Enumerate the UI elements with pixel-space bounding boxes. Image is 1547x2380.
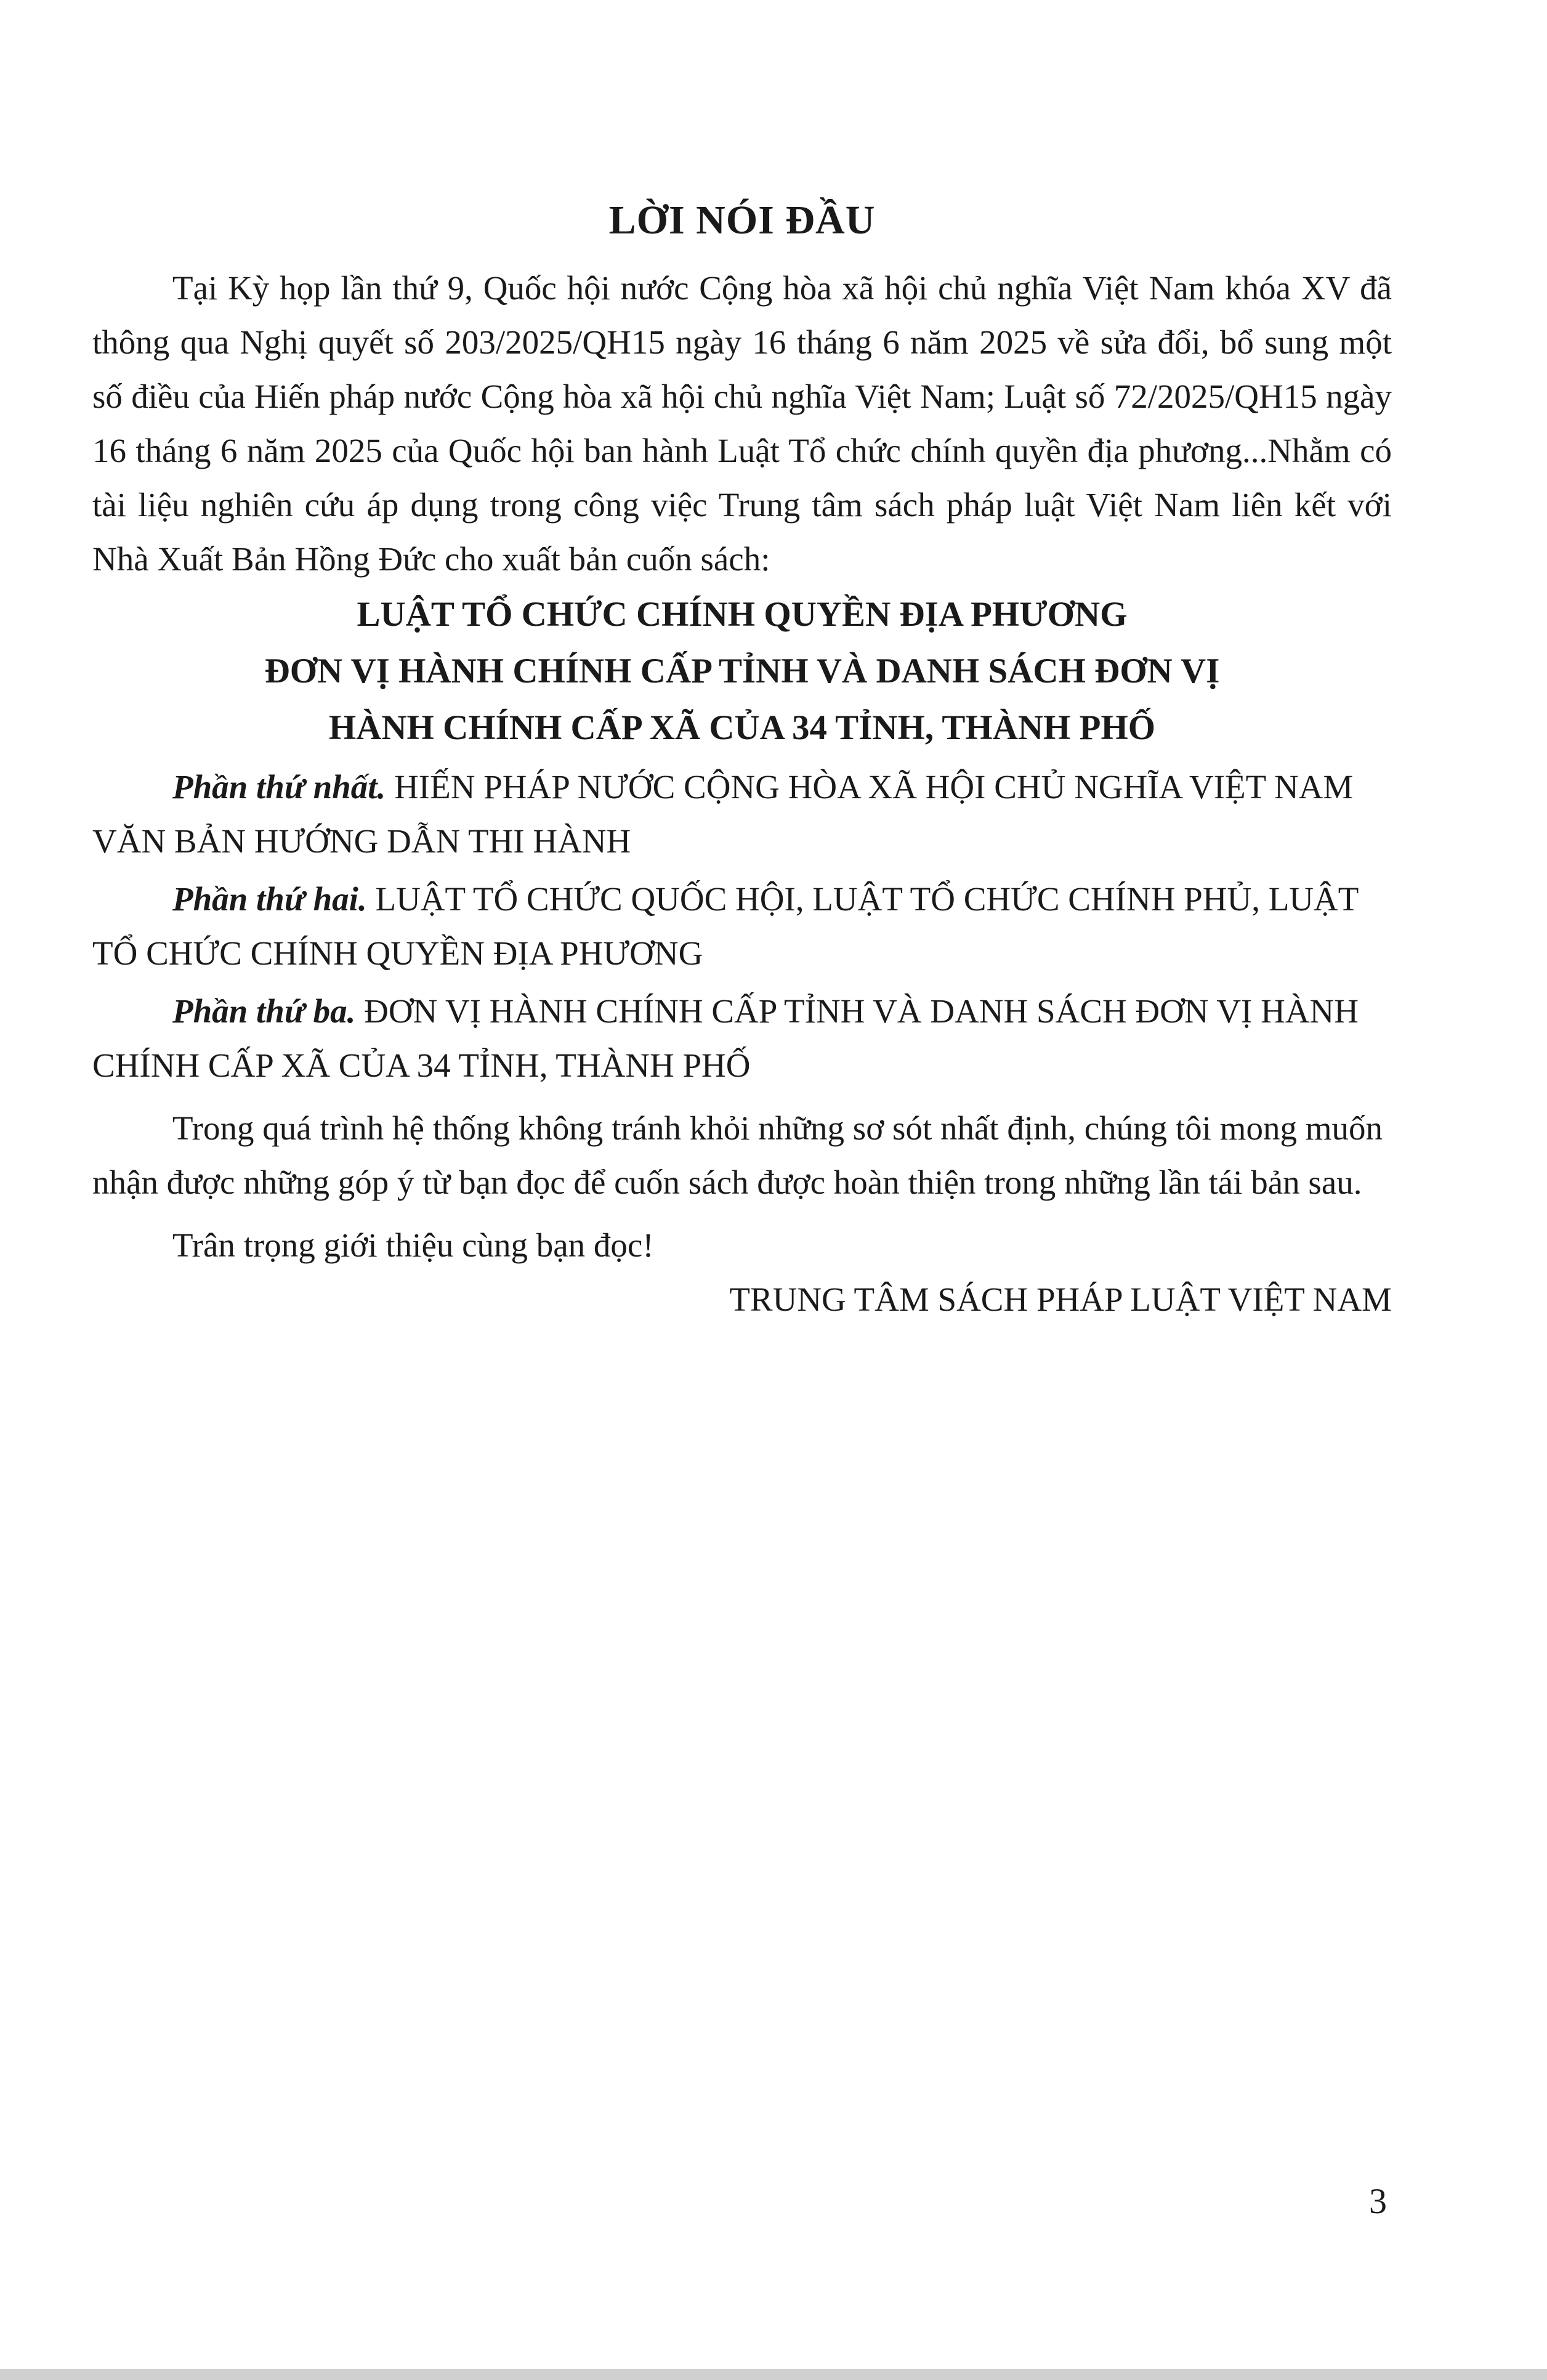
part-two [92,872,1392,981]
part-one-text: HIẾN PHÁP NƯỚC CỘNG HÒA XÃ HỘI CHỦ NGHĨA VIỆT NAM VĂN BẢN HƯỚNG DẪN THI HÀNH [92,768,1354,860]
book-title-block [92,586,1392,756]
book-title-line-2: ĐƠN VỊ HÀNH CHÍNH CẤP TỈNH VÀ DANH SÁCH ĐƠN VỊ [264,652,1220,690]
book-title-line-1: LUẬT TỔ CHỨC CHÍNH QUYỀN ĐỊA PHƯƠNG [357,595,1128,634]
page-content [92,197,1392,1327]
part-two-text: LUẬT TỔ CHỨC QUỐC HỘI, LUẬT TỔ CHỨC CHÍNH PHỦ, LUẬT TỔ CHỨC CHÍNH QUYỀN ĐỊA PHƯƠNG [92,880,1359,972]
page-bottom-edge [0,2369,1547,2380]
part-three [92,984,1392,1093]
closing-line: Trân trọng giới thiệu cùng bạn đọc! [172,1226,654,1264]
signature: TRUNG TÂM SÁCH PHÁP LUẬT VIỆT NAM [729,1281,1392,1318]
part-two-label: Phần thứ hai. [172,880,367,918]
note-paragraph: Trong quá trình hệ thống không tránh khỏi những sơ sót nhất định, chúng tôi mong muốn nhận được những góp ý từ bạn đọc để cuốn sách được hoàn thiện trong những lần tái bản sau. [92,1109,1383,1201]
book-title-line-3: HÀNH CHÍNH CẤP XÃ CỦA 34 TỈNH, THÀNH PHỐ [328,708,1156,747]
page-title: LỜI NÓI ĐẦU [608,198,876,243]
page-number: 3 [1369,2181,1387,2221]
part-one-label: Phần thứ nhất. [172,768,386,806]
part-three-text: ĐƠN VỊ HÀNH CHÍNH CẤP TỈNH VÀ DANH SÁCH ĐƠN VỊ HÀNH CHÍNH CẤP XÃ CỦA 34 TỈNH, THÀNH PHỐ [92,992,1359,1084]
part-three-label: Phần thứ ba. [172,992,356,1030]
intro-paragraph: Tại Kỳ họp lần thứ 9, Quốc hội nước Cộng hòa xã hội chủ nghĩa Việt Nam khóa XV đã thông qua Nghị quyết số 203/2025/QH15 ngày 16 tháng 6 năm 2025 về sửa đổi, bổ sung một số điều của Hiến pháp nước Cộng hòa xã hội chủ nghĩa Việt Nam; Luật số 72/2025/QH15 ngày 16 tháng 6 năm 2025 của Quốc hội ban hành Luật Tổ chức chính quyền địa phương...Nhằm có tài liệu nghiên cứu áp dụng trong công việc Trung tâm sách pháp luật Việt Nam liên kết với Nhà Xuất Bản Hồng Đức cho xuất bản cuốn sách: [92,269,1392,578]
part-one [92,760,1392,868]
